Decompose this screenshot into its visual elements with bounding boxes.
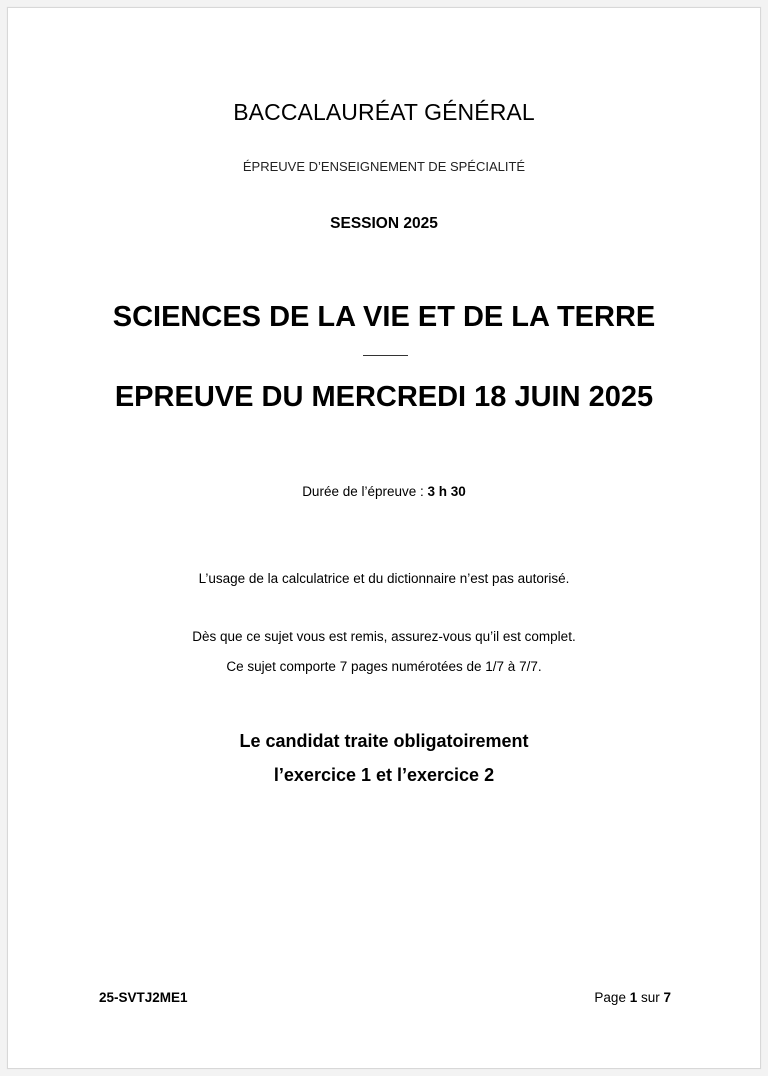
candidate-notice-line2: l’exercice 1 et l’exercice 2 [273,765,495,785]
page-current: 1 [629,990,638,1005]
subject-code: 25-SVTJ2ME1 [99,990,188,1005]
calculator-notice: L’usage de la calculatrice et du dictionnaire n’est pas autorisé. [198,571,570,586]
page-count-notice: Ce sujet comporte 7 pages numérotées de 1/7 à 7/7. [226,659,542,674]
exam-title: BACCALAURÉAT GÉNÉRAL [233,99,535,125]
exam-date: EPREUVE DU MERCREDI 18 JUIN 2025 [114,381,654,413]
session-label: SESSION 2025 [330,215,438,232]
candidate-notice-line1: Le candidat traite obligatoirement [239,731,529,751]
page-separator: sur [637,990,664,1005]
duration-label: Durée de l’épreuve : [302,484,428,499]
exam-duration [8,484,760,499]
title-divider [363,355,408,356]
page-prefix: Page [594,990,630,1005]
exam-subtitle: ÉPREUVE D’ENSEIGNEMENT DE SPÉCIALITÉ [242,159,526,174]
document-page [7,7,761,1069]
duration-value: 3 h 30 [427,484,466,499]
completeness-notice: Dès que ce sujet vous est remis, assurez-vous qu’il est complet. [192,629,576,644]
page-number [594,990,671,1005]
page-total: 7 [663,990,671,1005]
subject-title: SCIENCES DE LA VIE ET DE LA TERRE [112,301,656,333]
